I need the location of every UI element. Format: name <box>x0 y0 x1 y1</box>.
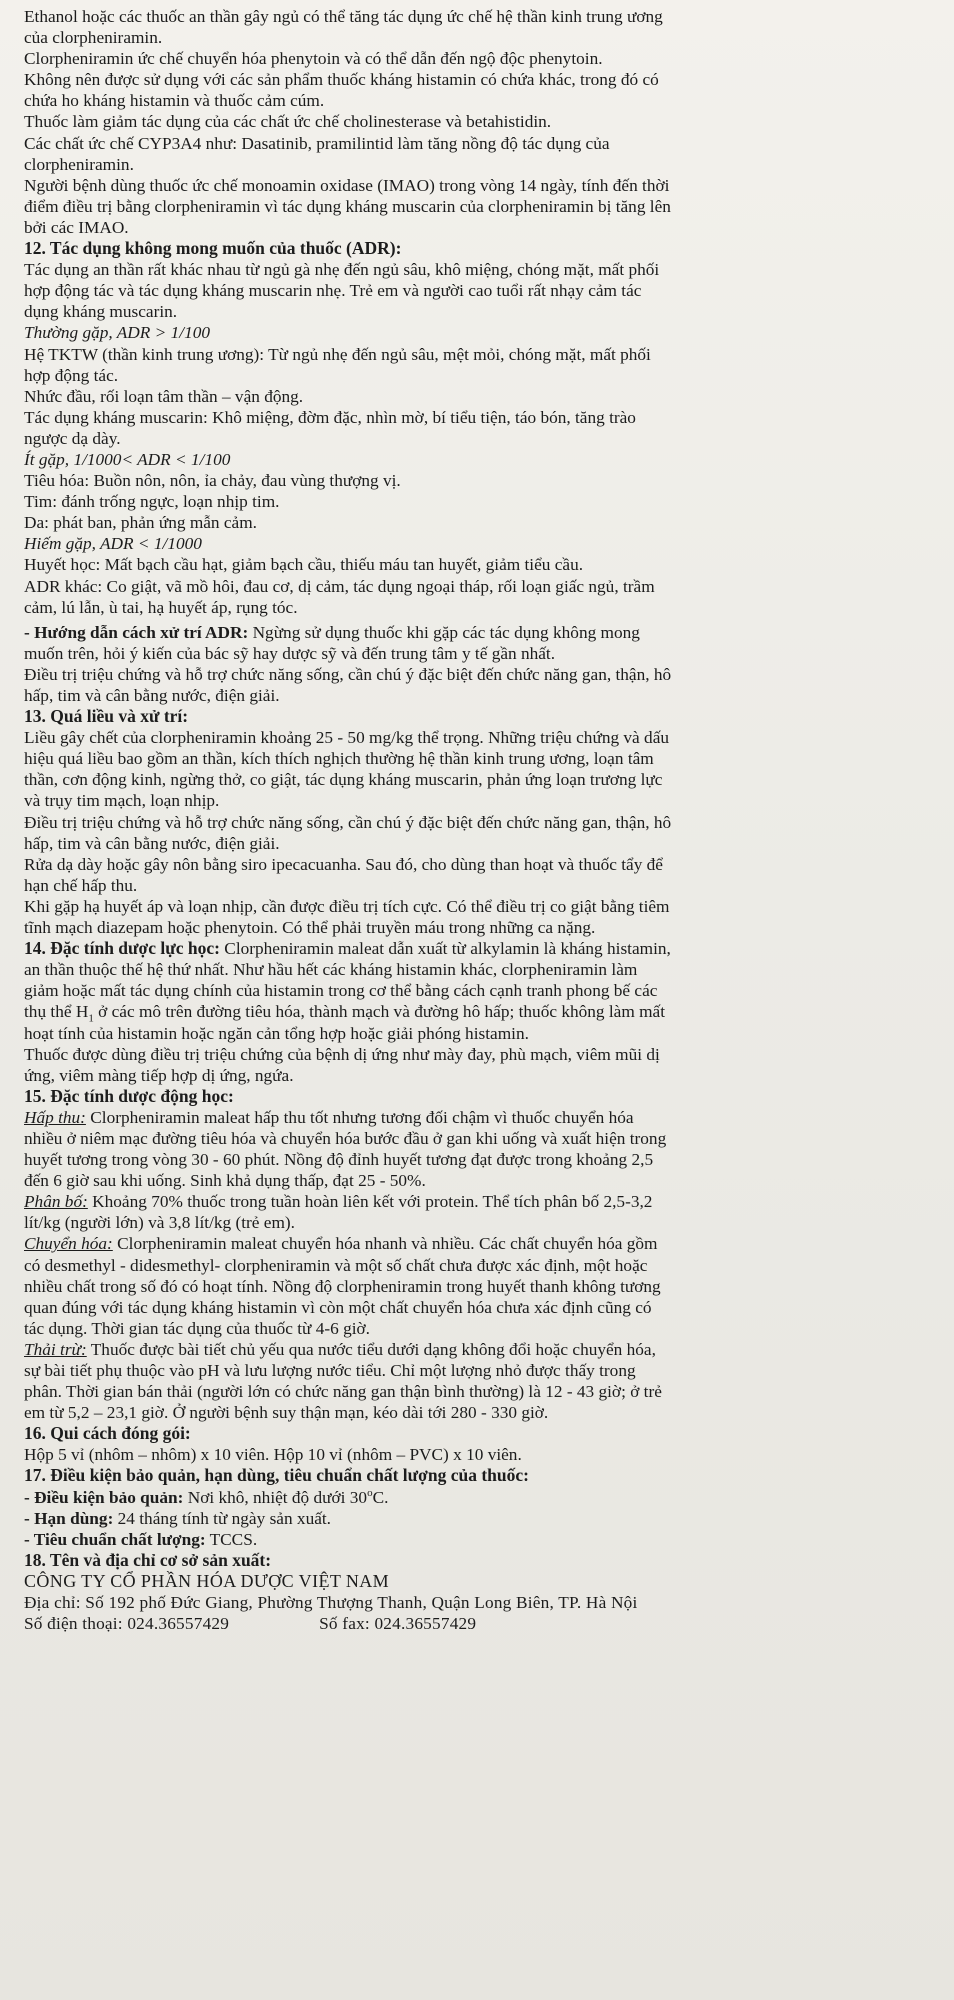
metabolism-label: Chuyển hóa: <box>24 1234 113 1254</box>
adr-guidance <box>24 622 932 643</box>
text-line: phân. Thời gian bán thải (người lớn có chức năng gan thận bình thường) là 12 - 43 giờ; ở trẻ <box>24 1382 662 1402</box>
text-line: Hệ TKTW (thần kinh trung ương): Từ ngủ nhẹ đến ngủ sâu, mệt mỏi, chóng mặt, mất phối <box>24 344 651 364</box>
text-run: Khoảng 70% thuốc trong tuần hoàn liên kết với protein. Thể tích phân bố 2,5-3,2 <box>87 1192 653 1212</box>
standard-label: - Tiêu chuẩn chất lượng: <box>24 1529 206 1549</box>
frequency-label-common: Thường gặp, ADR > 1/100 <box>24 323 211 343</box>
text-line: quan đúng với tác dụng kháng histamin vì còn một chất chuyển hóa chưa xác định cũng có <box>24 1297 652 1317</box>
text-line: hấp, tim và cân bằng nước, điện giải. <box>24 833 280 853</box>
text-line: Điều trị triệu chứng và hỗ trợ chức năng sống, cần chú ý đặc biệt đến chức năng gan, thận, hô <box>24 812 672 832</box>
section-heading-manufacturer: 18. Tên và địa chỉ cơ sở sản xuất: <box>24 1549 272 1570</box>
frequency-label-uncommon: Ít gặp, 1/1000< ADR < 1/100 <box>24 449 231 469</box>
distribution-line <box>24 1191 932 1212</box>
text-line: Tim: đánh trống ngực, loạn nhịp tim. <box>24 492 280 512</box>
metabolism-line <box>24 1233 932 1254</box>
text-line: hợp động tác. <box>24 365 119 385</box>
text-line: an thần thuộc thế hệ thứ nhất. Như hầu hết các kháng histamin khác, clorpheniramin làm <box>24 960 638 980</box>
section-heading-storage: 17. Điều kiện bảo quản, hạn dùng, tiêu chuẩn chất lượng của thuốc: <box>24 1465 529 1486</box>
text-line: điểm điều trị bằng clorpheniramin vì tác dụng kháng muscarin của clorpheniramin bị tăng lên <box>24 196 671 216</box>
text-line: có desmethyl - didesmethyl- clorpheniramin và một số chất chưa được xác định, một hoặc <box>24 1255 648 1275</box>
text-line: đến 6 giờ sau khi uống. Sinh khả dụng thấp, đạt 25 - 50%. <box>24 1171 426 1191</box>
company-address: Địa chỉ: Số 192 phố Đức Giang, Phường Thượng Thanh, Quận Long Biên, TP. Hà Nội <box>24 1593 638 1613</box>
phone-number: Số điện thoại: 024.36557429 <box>24 1614 230 1634</box>
text-line: Khi gặp hạ huyết áp và loạn nhịp, cần được điều trị tích cực. Có thể điều trị co giật bằng tiêm <box>24 896 670 916</box>
contact-line <box>24 1613 932 1634</box>
degree-superscript: o <box>367 1486 373 1499</box>
text-line: hiệu quá liều bao gồm an thần, kích thích nghịch thường hệ thần kinh trung ương, loạn tâm <box>24 749 654 769</box>
text-line: muốn trên, hỏi ý kiến của bác sỹ hay dược sỹ và đến trung tâm y tế gần nhất. <box>24 643 556 663</box>
text-line: nhiều ở niêm mạc đường tiêu hóa và chuyển hóa bước đầu ở gan khi uống và xuất hiện trong <box>24 1128 667 1148</box>
text-line: Thuốc được dùng điều trị triệu chứng của bệnh dị ứng như mày đay, phù mạch, viêm mũi dị <box>24 1044 660 1064</box>
text-line: Da: phát ban, phản ứng mẫn cảm. <box>24 513 257 533</box>
fax-number: Số fax: 024.36557429 <box>319 1614 477 1634</box>
text-line: ADR khác: Co giật, vã mồ hôi, đau cơ, dị cảm, tác dụng ngoại tháp, rối loạn giấc ngủ, trầm <box>24 576 655 596</box>
subscript: 1 <box>88 1012 94 1023</box>
text-run: thụ thể H <box>24 1002 89 1022</box>
text-line: Nhức đầu, rối loạn tâm thần – vận động. <box>24 386 304 406</box>
text-line: Hộp 5 vỉ (nhôm – nhôm) x 10 viên. Hộp 10 vỉ (nhôm – PVC) x 10 viên. <box>24 1445 522 1465</box>
text-line: hấp, tim và cân bằng nước, điện giải. <box>24 686 280 705</box>
text-line: thần, cơn động kinh, ngừng thở, co giật, tác dụng kháng muscarin, phản ứng loạn trương lực <box>24 770 663 790</box>
section-heading-overdose: 13. Quá liều và xử trí: <box>24 706 189 727</box>
frequency-label-rare: Hiếm gặp, ADR < 1/1000 <box>24 534 202 554</box>
text-run: Thuốc được bài tiết chủ yếu qua nước tiểu dưới dạng không đổi hoặc chuyển hóa, <box>86 1339 656 1359</box>
text-line: ứng, viêm màng tiếp hợp dị ứng, ngứa. <box>24 1065 294 1085</box>
text-line: hoạt tính của histamin hoặc ngăn cản tổng hợp hoặc giải phóng histamin. <box>24 1023 529 1043</box>
text-line: dụng kháng muscarin. <box>24 302 178 322</box>
text-line: Clorpheniramin ức chế chuyển hóa phenytoin và có thể dẫn đến ngộ độc phenytoin. <box>24 49 603 69</box>
text-line: hợp động tác và tác dụng kháng muscarin nhẹ. Trẻ em và người cao tuổi rất nhạy cảm tác <box>24 281 642 301</box>
text-line: clorpheniramin. <box>24 154 134 174</box>
text-line: huyết tương trong vòng 30 - 60 phút. Nồng độ đỉnh huyết tương đạt được trong khoảng 2,5 <box>24 1150 654 1170</box>
standard-line <box>24 1529 932 1550</box>
excretion-label: Thải trừ: <box>24 1339 87 1359</box>
text-run: 24 tháng tính từ ngày sản xuất. <box>113 1508 331 1528</box>
text-line: bởi các IMAO. <box>24 217 129 237</box>
expiry-line <box>24 1508 932 1529</box>
text-line: em từ 5,2 – 23,1 giờ. Ở người bệnh suy thận mạn, kéo dài tới 280 - 330 giờ. <box>24 1403 549 1423</box>
pharmacodynamics-intro <box>24 938 932 959</box>
storage-line <box>24 1487 932 1508</box>
text-line: sự bài tiết phụ thuộc vào pH và lưu lượng nước tiểu. Chỉ một lượng nhỏ được thấy trong <box>24 1361 636 1380</box>
text-line: tĩnh mạch diazepam hoặc phenytoin. Có thể phải truyền máu trong những ca nặng. <box>24 918 596 938</box>
excretion-line <box>24 1339 932 1360</box>
text-run: Clorpheniramin maleat chuyển hóa nhanh và nhiều. Các chất chuyển hóa gồm <box>112 1234 658 1254</box>
absorption-line <box>24 1107 932 1128</box>
distribution-label: Phân bố: <box>24 1192 88 1212</box>
absorption-label: Hấp thu: <box>24 1107 86 1127</box>
text-line: nhiều chất trong số đó có hoạt tính. Nồng độ clorpheniramin trong huyết thanh không tương <box>24 1276 661 1296</box>
section-heading-packaging: 16. Qui cách đóng gói: <box>24 1423 191 1444</box>
text-line: ngược dạ dày. <box>24 428 121 448</box>
text-run: ở các mô trên đường tiêu hóa, thành mạch và đường hô hấp; thuốc không làm mất <box>93 1002 665 1022</box>
text-line: Thuốc làm giảm tác dụng của các chất ức chế cholinesterase và betahistidin. <box>24 112 552 132</box>
text-line: lít/kg (người lớn) và 3,8 lít/kg (trẻ em). <box>24 1213 295 1233</box>
text-run: Nơi khô, nhiệt độ dưới 30 <box>183 1487 368 1507</box>
text-line: Các chất ức chế CYP3A4 như: Dasatinib, pramilintid làm tăng nồng độ tác dụng của <box>24 133 610 153</box>
section-heading-pharmacokinetics: 15. Đặc tính dược động học: <box>24 1085 234 1106</box>
text-run: Clorpheniramin maleat dẫn xuất từ alkylamin là kháng histamin, <box>219 939 671 959</box>
text-line: Rửa dạ dày hoặc gây nôn bằng siro ipecacuanha. Sau đó, cho dùng than hoạt và thuốc tẩy để <box>24 854 663 874</box>
storage-label: - Điều kiện bảo quản: <box>24 1487 184 1507</box>
text-line: hạn chế hấp thu. <box>24 875 138 895</box>
expiry-label: - Hạn dùng: <box>24 1508 114 1528</box>
adr-guidance-text: Ngừng sử dụng thuốc khi gặp các tác dụng không mong <box>248 622 640 642</box>
text-line: Điều trị triệu chứng và hỗ trợ chức năng sống, cần chú ý đặc biệt đến chức năng gan, thận, hô <box>24 664 672 684</box>
text-line: Liều gây chết của clorpheniramin khoảng 25 - 50 mg/kg thể trọng. Những triệu chứng và dấu <box>24 728 670 748</box>
text-line: chứa ho kháng histamin và thuốc cảm cúm. <box>24 91 325 111</box>
text-line: tác dụng. Thời gian tác dụng của thuốc từ 4-6 giờ. <box>24 1318 370 1338</box>
text-line: Ethanol hoặc các thuốc an thần gây ngủ có thể tăng tác dụng ức chế hệ thần kinh trung ương <box>24 7 663 26</box>
section-heading-adr: 12. Tác dụng không mong muốn của thuốc (ADR): <box>24 238 402 259</box>
company-name: CÔNG TY CỔ PHẦN HÓA DƯỢC VIỆT NAM <box>24 1570 390 1591</box>
text-line: và trụy tim mạch, loạn nhịp. <box>24 791 220 811</box>
text-run: C. <box>372 1487 389 1507</box>
text-line: cảm, lú lẫn, ù tai, hạ huyết áp, rụng tóc. <box>24 597 298 617</box>
text-line: Người bệnh dùng thuốc ức chế monoamin oxidase (IMAO) trong vòng 14 ngày, tính đến thời <box>24 175 670 195</box>
text-line: giảm hoặc mất tác dụng chính của histamin trong cơ thể bằng cách cạnh tranh phong bế các <box>24 981 658 1001</box>
text-line <box>24 1001 932 1022</box>
text-run: Clorpheniramin maleat hấp thu tốt nhưng tương đối chậm vì thuốc chuyển hóa <box>85 1107 634 1127</box>
text-line: của clorpheniramin. <box>24 28 163 48</box>
section-heading-pharmacodynamics: 14. Đặc tính dược lực học: <box>24 938 220 959</box>
text-line: Huyết học: Mất bạch cầu hạt, giảm bạch cầu, thiếu máu tan huyết, giảm tiểu cầu. <box>24 555 584 575</box>
text-line: Tác dụng kháng muscarin: Khô miệng, đờm đặc, nhìn mờ, bí tiểu tiện, táo bón, tăng trào <box>24 407 636 427</box>
text-line: Không nên được sử dụng với các sản phẩm thuốc kháng histamin có chứa khác, trong đó có <box>24 70 659 90</box>
text-line: Tác dụng an thần rất khác nhau từ ngủ gà nhẹ đến ngủ sâu, khô miệng, chóng mặt, mất phối <box>24 260 660 280</box>
text-line: Tiêu hóa: Buồn nôn, nôn, ỉa chảy, đau vùng thượng vị. <box>24 471 401 491</box>
adr-guidance-label: - Hướng dẫn cách xử trí ADR: <box>24 622 249 642</box>
text-run: TCCS. <box>205 1529 258 1549</box>
